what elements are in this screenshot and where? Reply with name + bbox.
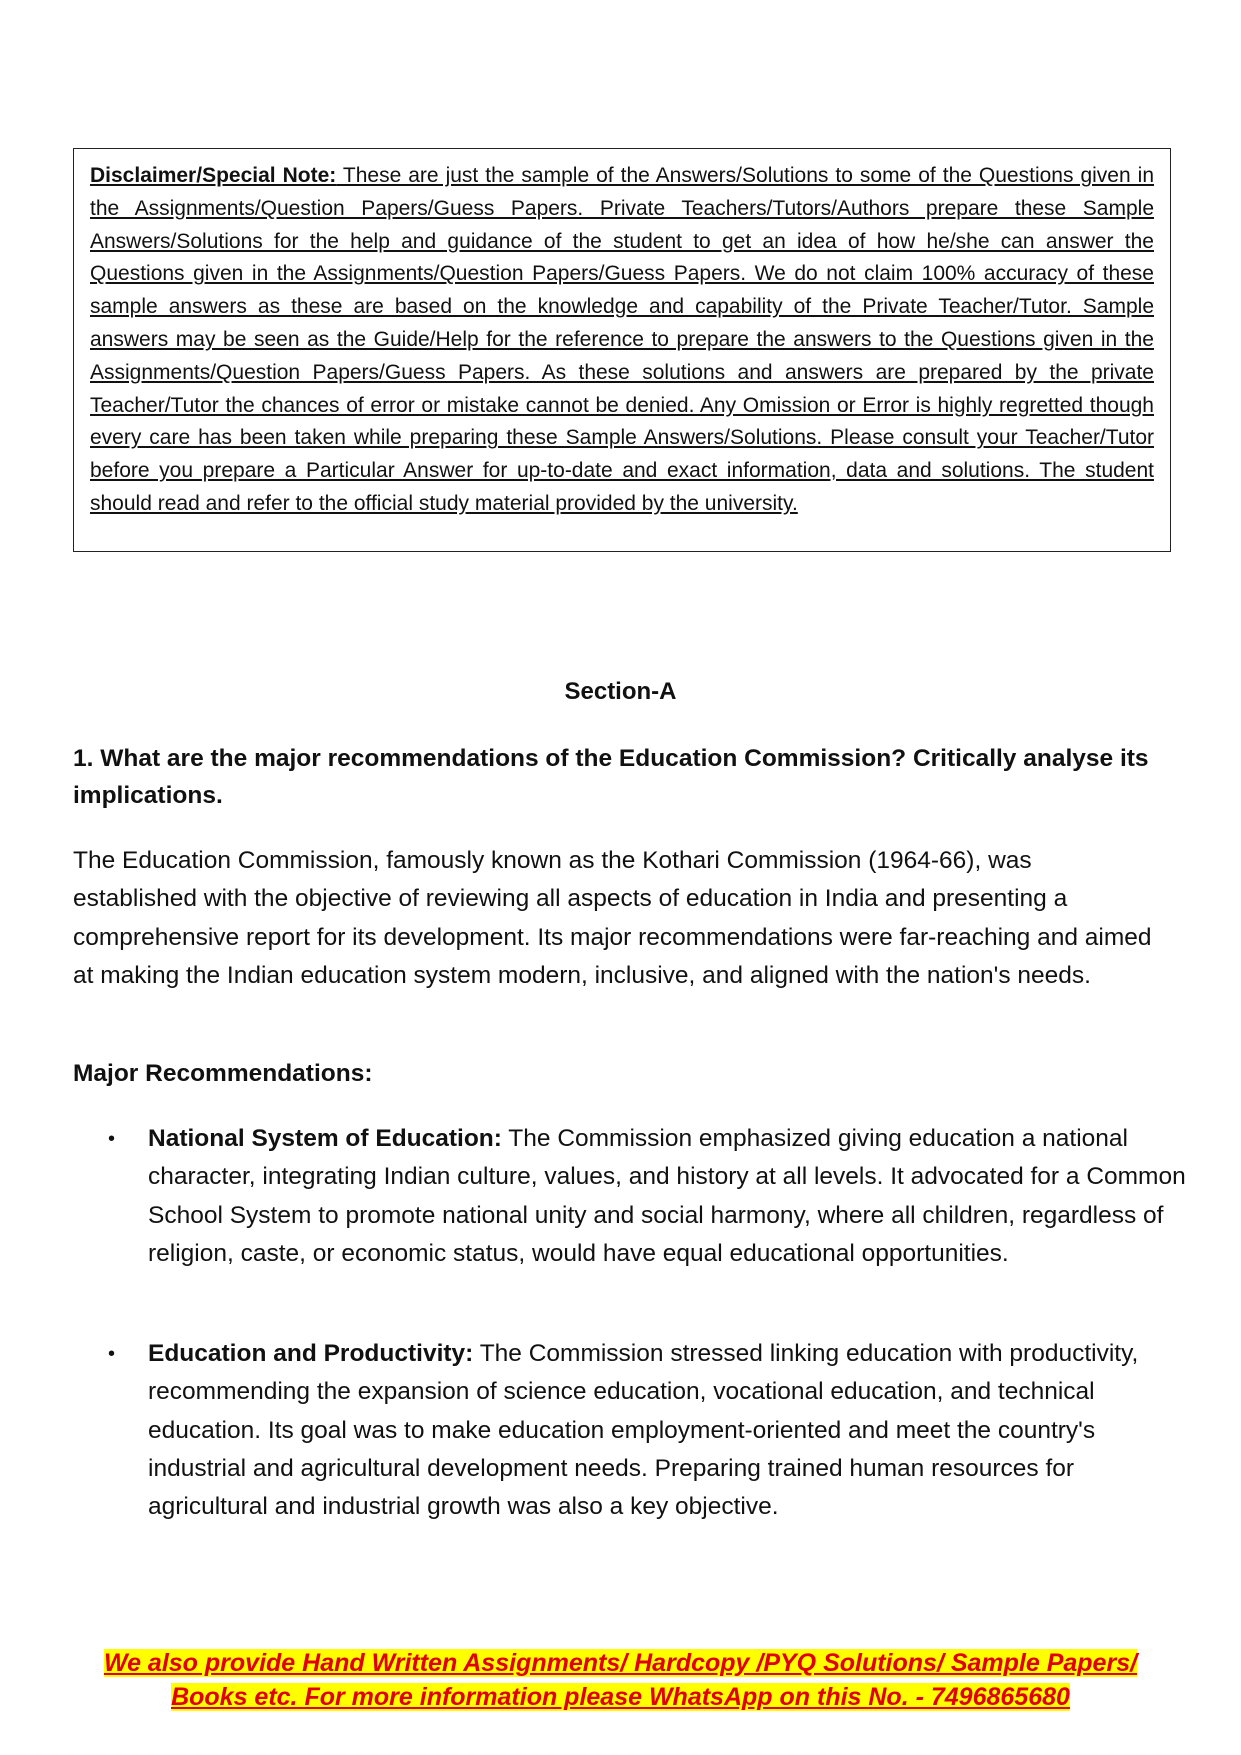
- section-title: Section-A: [564, 678, 677, 705]
- recommendations-heading: Major Recommendations:: [73, 1060, 373, 1087]
- promo-banner: [0, 1646, 1241, 1714]
- bullet-icon: •: [108, 1343, 116, 1365]
- list-item: [148, 1335, 1188, 1526]
- promo-line-1: We also provide Hand Written Assignments/ Hardcopy /PYQ Solutions/ Sample Papers/: [103, 1649, 1138, 1677]
- intro-paragraph: The Education Commission, famously known as the Kothari Commission (1964-66), was established with the objective of reviewing all aspects of education in India and presenting a comprehensive report for its development. Its major recommendations were far-reaching and aimed at making the Indian education system modern, inclusive, and aligned with the nation's needs.: [73, 847, 1152, 989]
- question-heading: 1. What are the major recommendations of the Education Commission? Critically analyse its implications.: [73, 745, 1149, 809]
- disclaimer-text: These are just the sample of the Answers/Solutions to some of the Questions given in the Assignments/Question Papers/Guess Papers. Private Teachers/Tutors/Authors prepare these Sample Answers/Solutions for the help and guidance of the student to get an idea of how he/she can answer the Questions given in the Assignments/Question Papers/Guess Papers. We do not claim 100% accuracy of these sample answers as these are based on the knowledge and capability of the Private Teacher/Tutor. Sample answers may be seen as the Guide/Help for the reference to prepare the answers to the Questions given in the Assignments/Question Papers/Guess Papers. As these solutions and answers are prepared by the private Teacher/Tutor the chances of error or mistake cannot be denied. Any Omission or Error is highly regretted though every care has been taken while preparing these Sample Answers/Solutions. Please consult your Teacher/Tutor before you prepare a Particular Answer for up-to-date and exact information, data and solutions. The student should read and refer to the official study material provided by the university.: [90, 164, 1154, 515]
- list-item-title: National System of Education:: [148, 1125, 502, 1152]
- list-item: [148, 1120, 1188, 1273]
- list-item-text: The Commission stressed linking education with productivity, recommending the expansion of science education, vocational education, and technical education. Its goal was to make education employment-oriented and meet the country's industrial and agricultural development needs. Preparing trained human resources for agricultural and industrial growth was also a key objective.: [148, 1340, 1139, 1521]
- disclaimer-box: [73, 148, 1171, 552]
- disclaimer-label: Disclaimer/Special Note:: [90, 164, 337, 187]
- list-item-title: Education and Productivity:: [148, 1340, 474, 1367]
- list-item-text: The Commission emphasized giving education a national character, integrating Indian culture, values, and history at all levels. It advocated for a Common School System to promote national unity and social harmony, where all children, regardless of religion, caste, or economic status, would have equal educational opportunities.: [148, 1125, 1186, 1267]
- promo-line-2: Books etc. For more information please WhatsApp on this No. - 7496865680: [171, 1683, 1070, 1711]
- bullet-icon: •: [108, 1128, 116, 1150]
